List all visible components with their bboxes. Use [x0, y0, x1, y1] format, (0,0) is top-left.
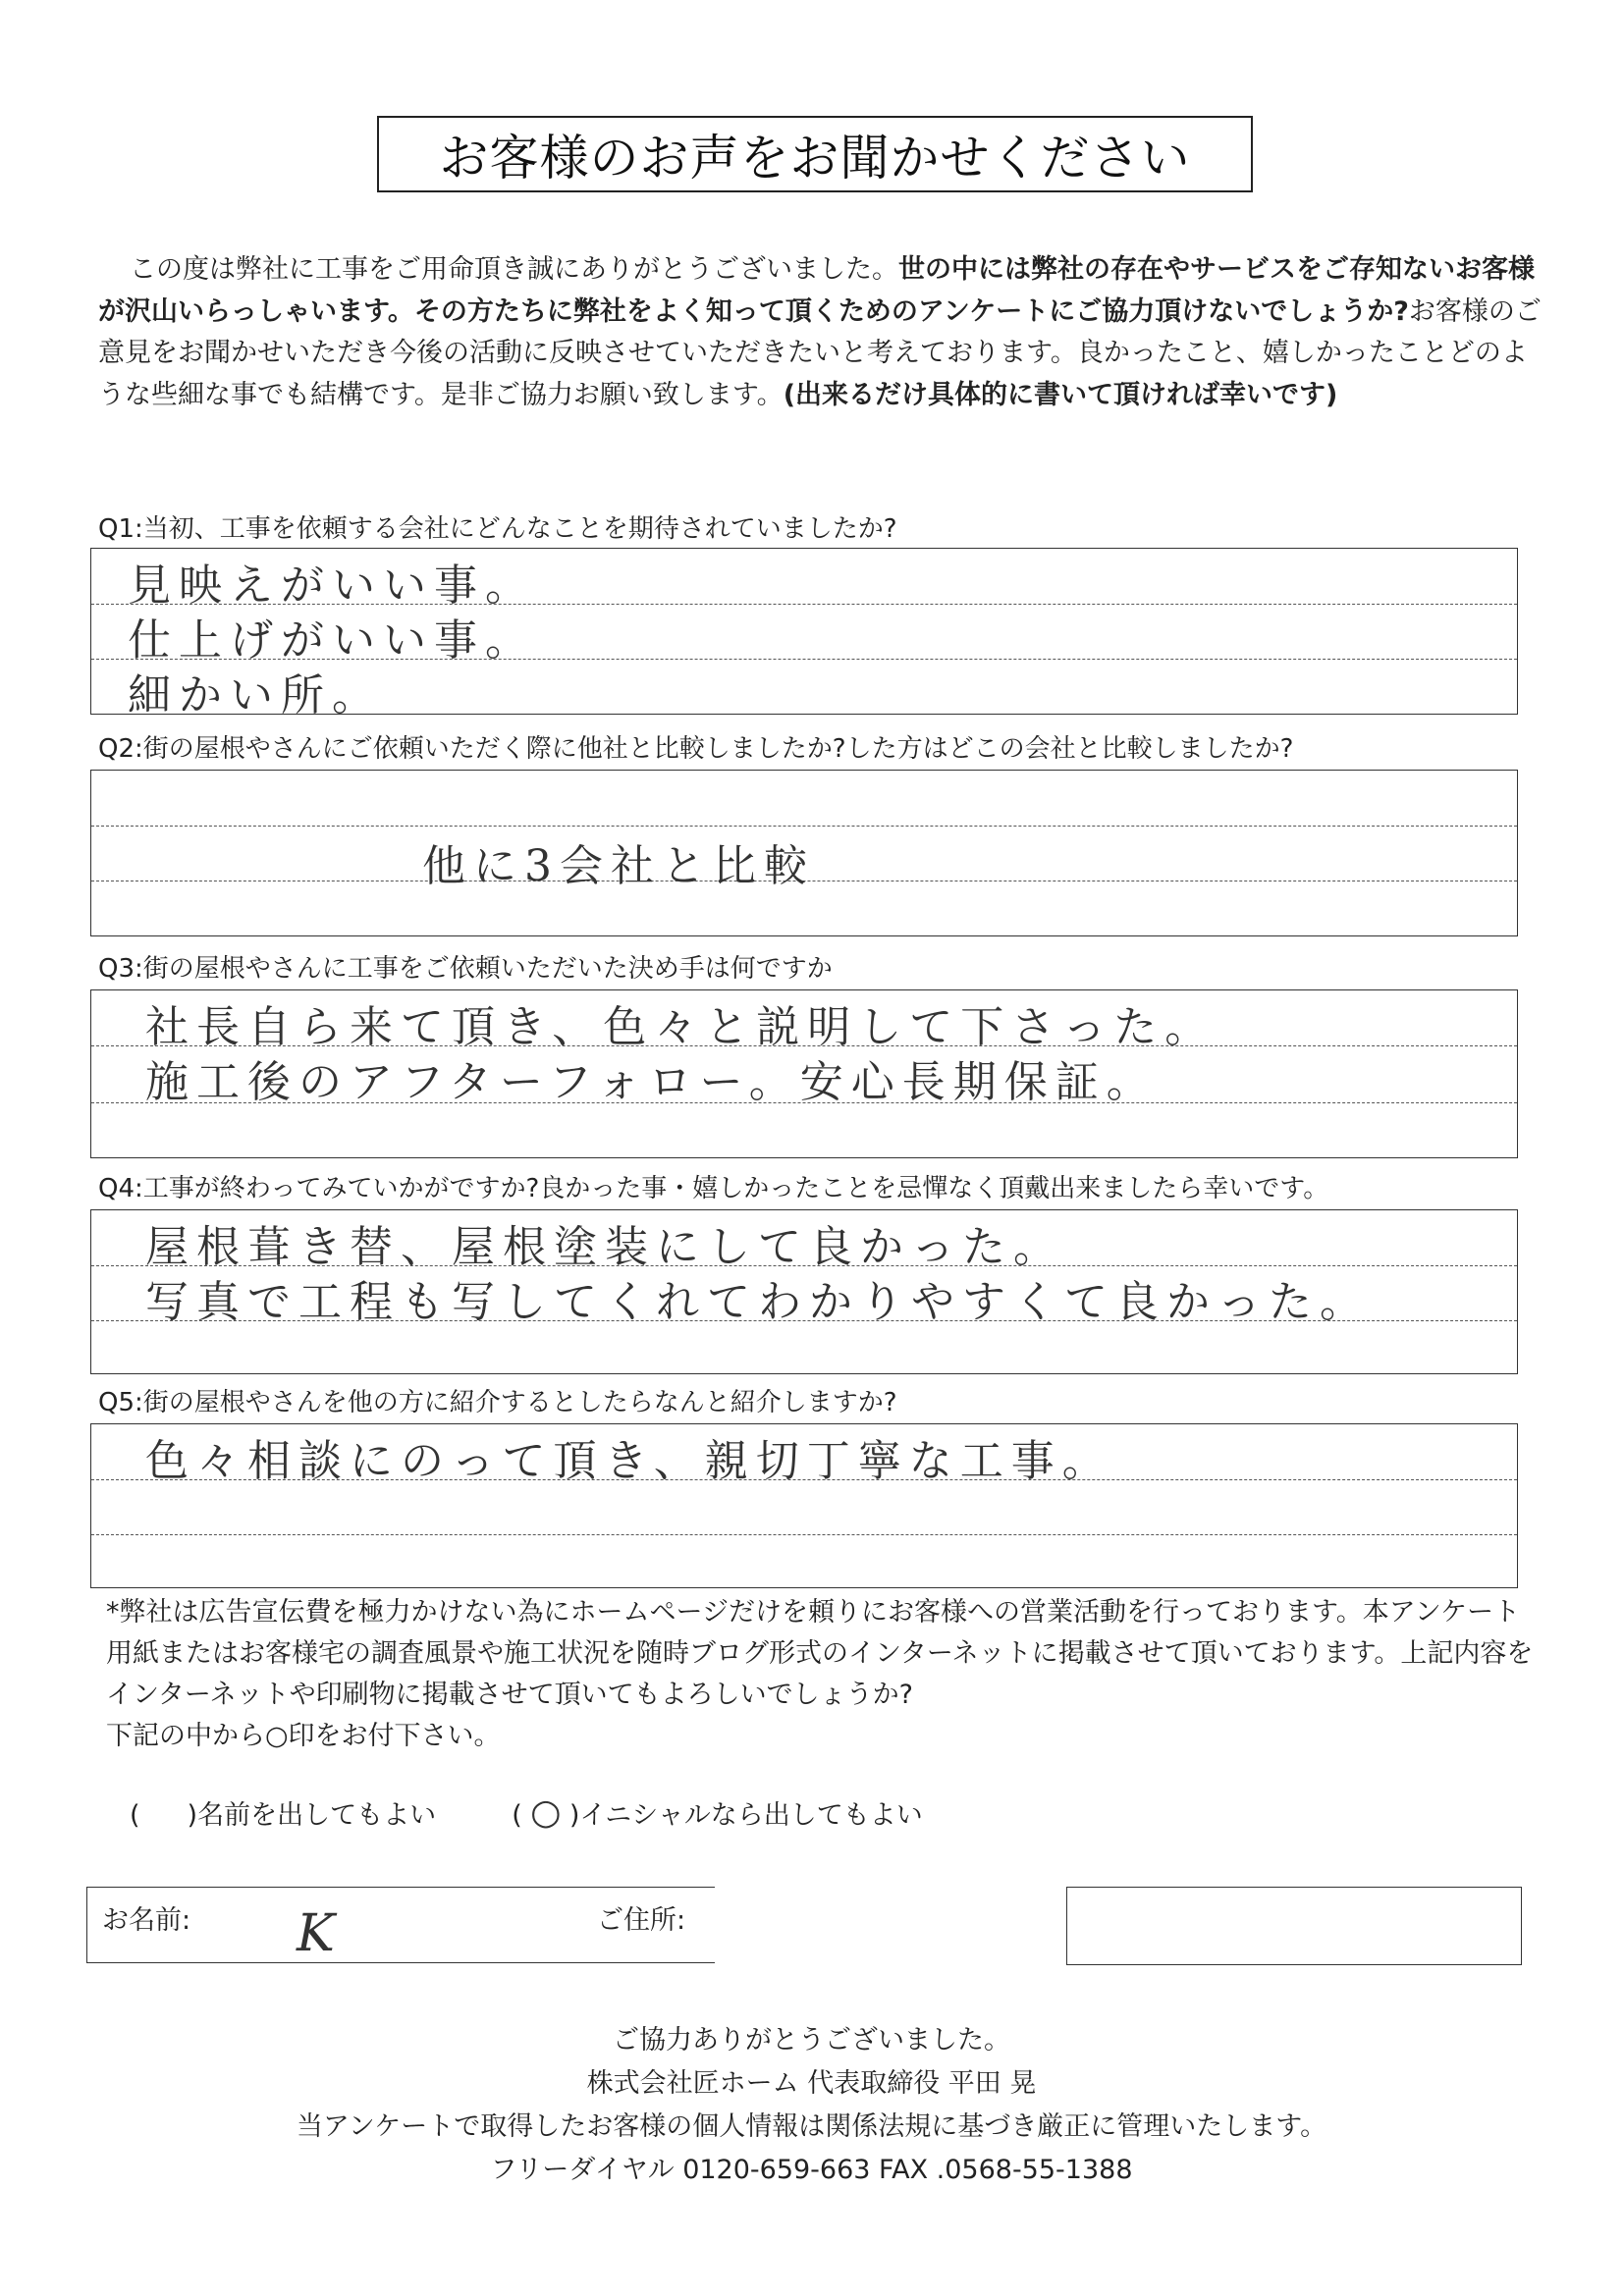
intro-paragraph	[98, 249, 1542, 416]
q3-answer-line-2: 施工後のアフターフォロー。安心長期保証。	[145, 1057, 1158, 1107]
address-label: ご住所:	[597, 1905, 686, 1936]
question-4-label: Q4:工事が終わってみていかがですか?良かった事・嬉しかったことを忌憚なく頂戴出来ましたら幸いです。	[98, 1174, 1329, 1203]
intro-part2: 世の中には弊社の存在やサービスをご存知ないお客様が沢山いらっしゃいます。その方たちに弊社をよく知って頂くためのアンケートにご協力頂けないでしょうか?	[98, 254, 1535, 327]
address-field-box[interactable]	[1066, 1887, 1522, 1965]
intro-part3: お客様のご意見をお聞かせいただき今後の活動に反映させていただきたいと考えております。良かったこと、嬉しかったことどのような些細な事でも結構です。是非ご協力お願い致します。	[98, 295, 1542, 410]
survey-title-box	[377, 116, 1253, 192]
name-value[interactable]: K	[297, 1904, 335, 1963]
q2-answer-line-2: 他に3会社と比較	[422, 841, 815, 891]
q3-answer-line-1: 社長自ら来て頂き、色々と説明して下さった。	[145, 1002, 1217, 1052]
intro-part1: この度は弊社に工事をご用命頂き誠にありがとうございました。	[130, 254, 898, 285]
choice-2-paren[interactable]: ( ○ )	[512, 1792, 580, 1833]
footer-contact: フリーダイヤル 0120-659-663 FAX .0568-55-1388	[490, 2155, 1133, 2185]
q1-answer-line-3: 細かい所。	[128, 670, 383, 721]
question-3-label: Q3:街の屋根やさんに工事をご依頼いただいた決め手は何ですか	[98, 954, 833, 984]
q4-answer-line-2: 写真で工程も写してくれてわかりやすくて良かった。	[145, 1277, 1371, 1327]
notice-text: *弊社は広告宣伝費を極力かけない為にホームページだけを頼りにお客様への営業活動を行っております。本アンケート用紙またはお客様宅の調査風景や施工状況を随時ブログ形式のインターネットに掲載させて頂いております。上記内容をインターネットや印刷物に掲載させて頂いてもよろしいでしょうか?	[106, 1597, 1534, 1710]
publication-notice	[106, 1592, 1540, 1757]
choice-2-mark: ○	[530, 1792, 562, 1833]
q4-answer-line-1: 屋根葺き替、屋根塗装にして良かった。	[145, 1222, 1064, 1272]
survey-title: お客様のお声をお聞かせください	[439, 130, 1191, 187]
consent-choices	[130, 1792, 923, 1833]
name-label: お名前:	[102, 1905, 191, 1936]
q5-answer-line-1: 色々相談にのって頂き、親切丁寧な工事。	[145, 1436, 1113, 1486]
q1-answer-line-1: 見映えがいい事。	[128, 561, 536, 611]
question-1-label: Q1:当初、工事を依頼する会社にどんなことを期待されていましたか?	[98, 514, 897, 544]
choice-2-label: イニシャルなら出してもよい	[579, 1800, 923, 1831]
footer-company: 株式会社匠ホーム 代表取締役 平田 晃	[586, 2068, 1037, 2099]
choice-1-paren[interactable]: ( )	[130, 1800, 198, 1831]
footer-privacy: 当アンケートで取得したお客様の個人情報は関係法規に基づき厳正に管理いたします。	[296, 2111, 1327, 2142]
q1-answer-line-2: 仕上げがいい事。	[128, 615, 536, 666]
footer-thanks: ご協力ありがとうございました。	[613, 2025, 1010, 2056]
choice-1-label: 名前を出してもよい	[197, 1800, 437, 1831]
intro-part4: (出来るだけ具体的に書いて頂ければ幸いです)	[783, 379, 1338, 410]
question-2-label: Q2:街の屋根やさんにご依頼いただく際に他社と比較しましたか?した方はどこの会社と比較しましたか?	[98, 734, 1294, 764]
notice-instruction: 下記の中から○印をお付下さい。	[106, 1721, 501, 1751]
question-5-label: Q5:街の屋根やさんを他の方に紹介するとしたらなんと紹介しますか?	[98, 1388, 897, 1417]
